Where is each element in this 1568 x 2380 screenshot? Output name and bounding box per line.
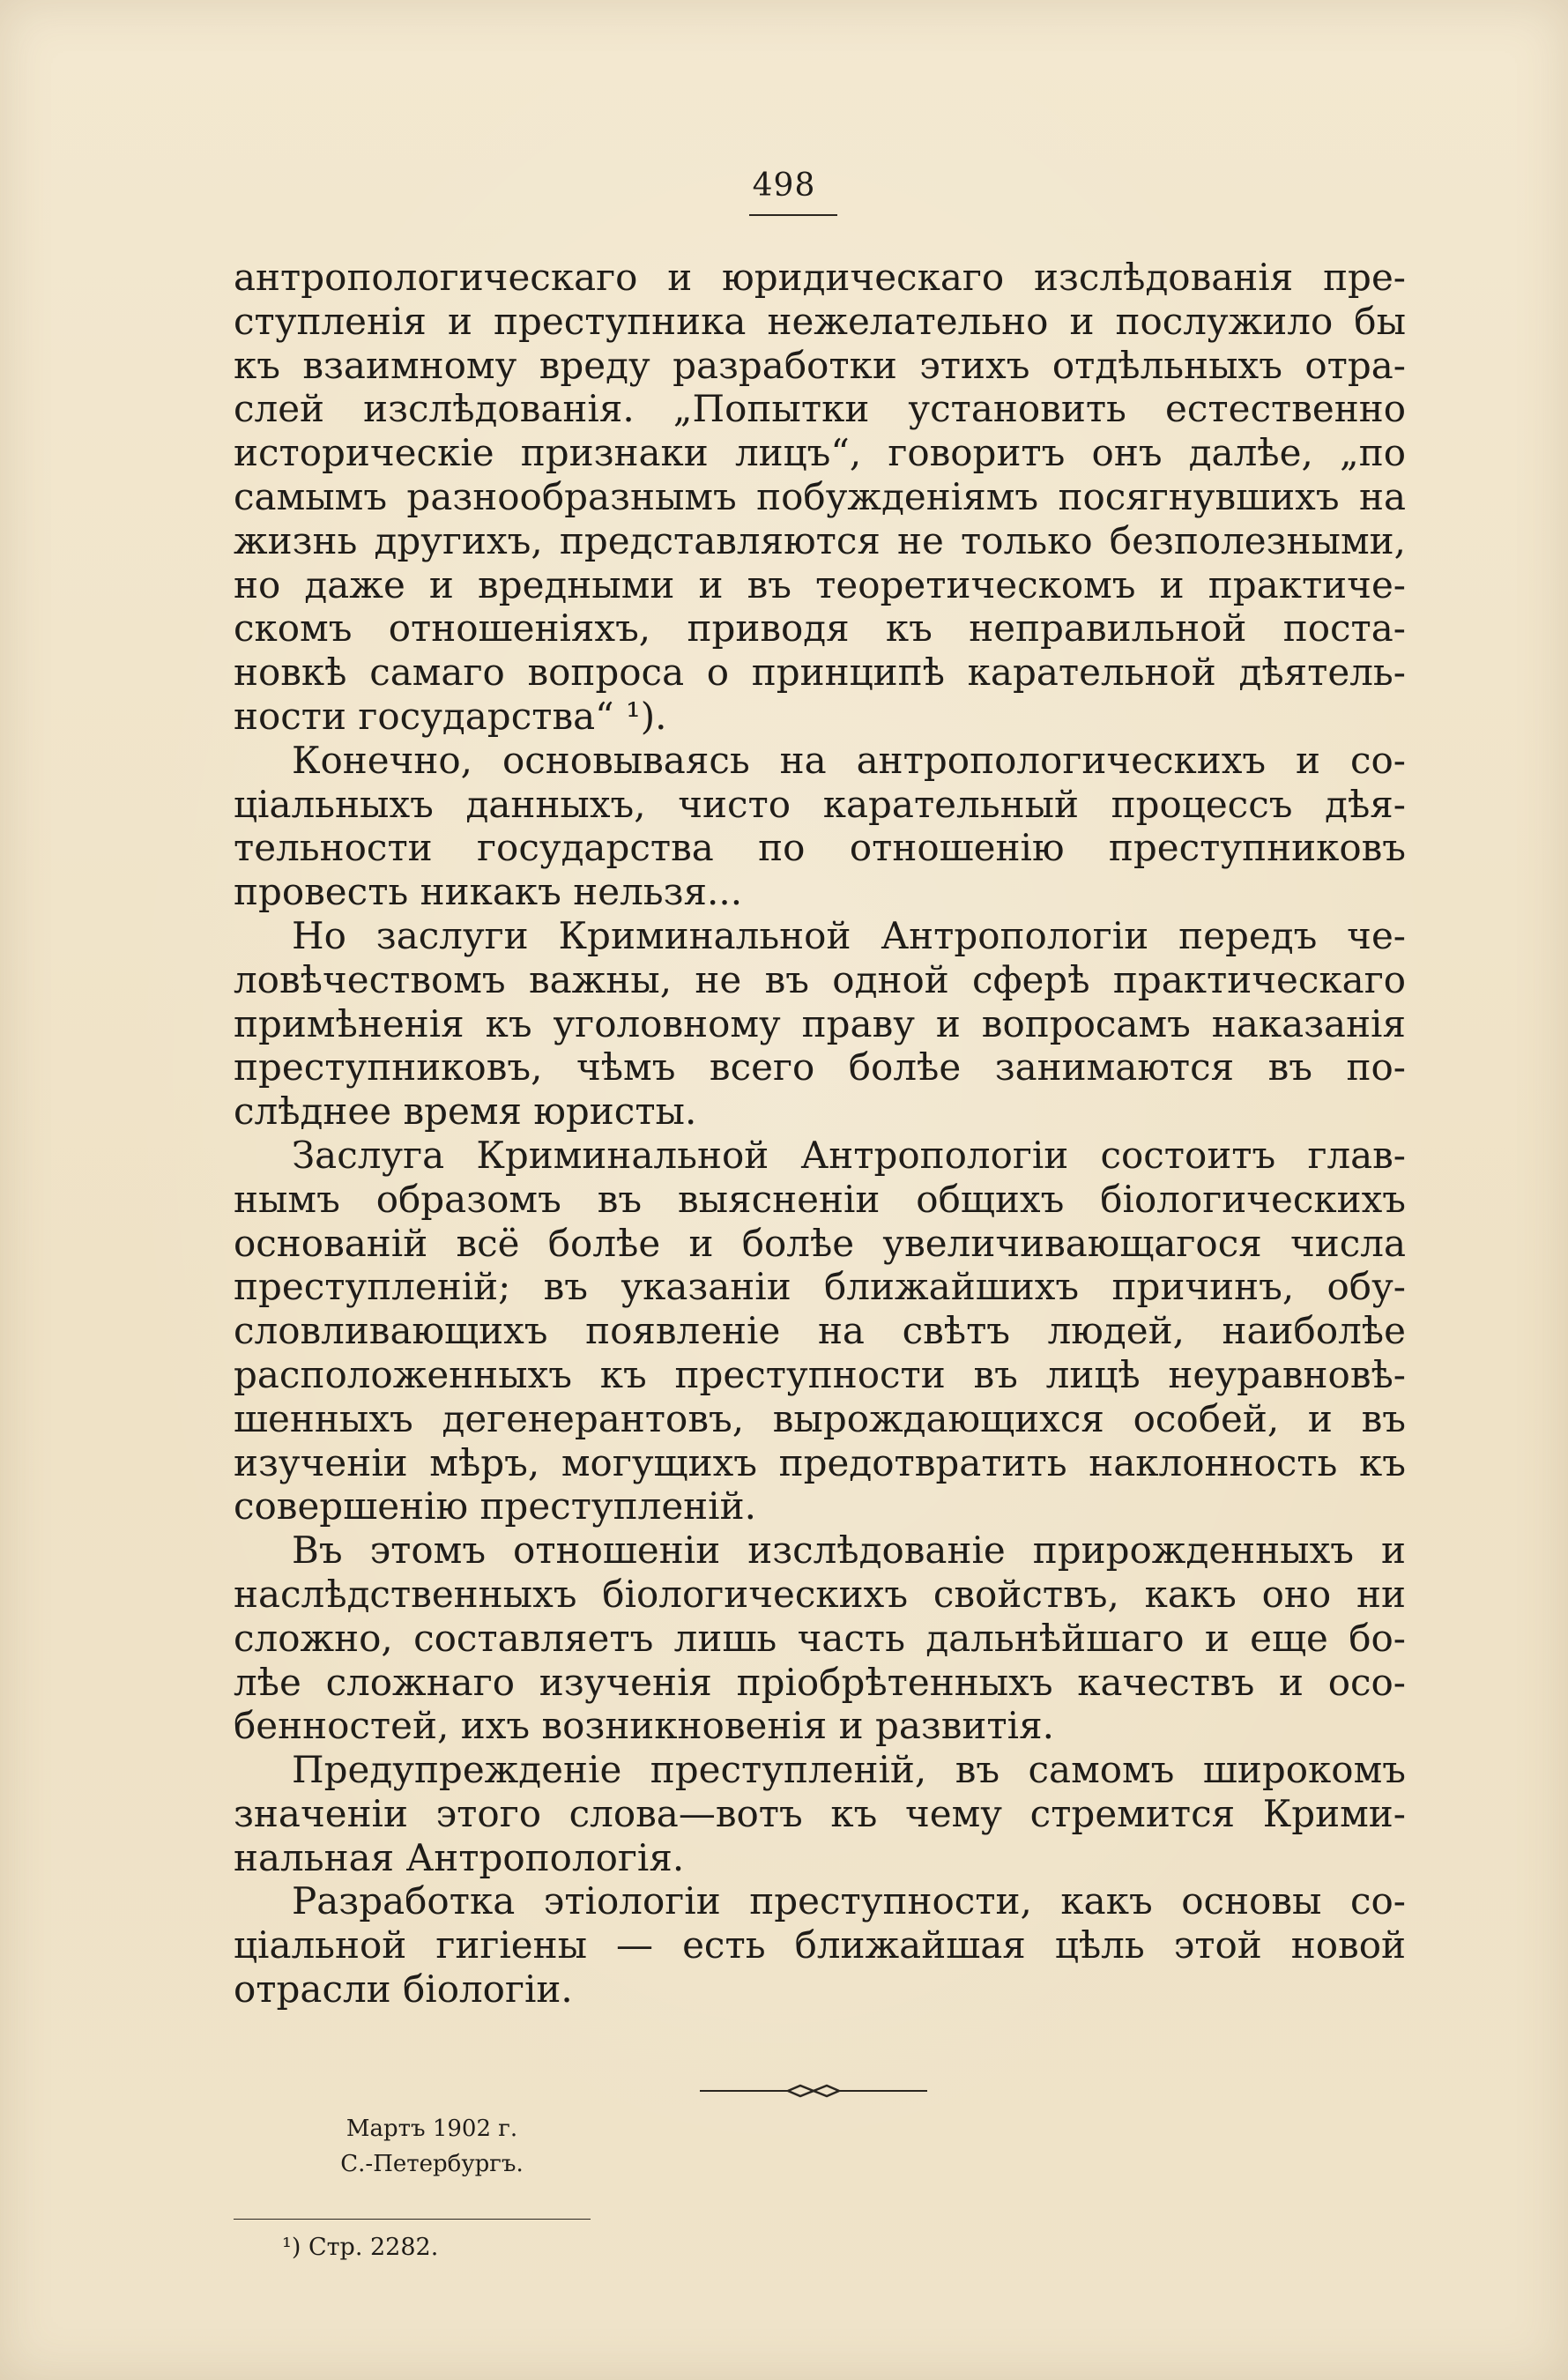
dateline-place: С.-Петербургъ. bbox=[340, 2151, 524, 2177]
dateline-date: Мартъ 1902 г. bbox=[346, 2116, 518, 2142]
section-end-ornament bbox=[700, 2080, 927, 2101]
paragraph-first-line: Но заслуги Криминальной Антропологіи передъ че- bbox=[292, 913, 1406, 957]
text-line: слѣднее время юристы. bbox=[234, 1090, 697, 1134]
text-line: лѣе сложнаго изученія пріобрѣтенныхъ качествъ и осо- bbox=[234, 1660, 1406, 1704]
text-line: скомъ отношеніяхъ, приводя къ неправильной поста- bbox=[234, 606, 1406, 651]
text-line: историческіе признаки лицъ“, говоритъ онъ далѣе, „по bbox=[234, 431, 1406, 475]
text-line: антропологическаго и юридическаго изслѣдованія пре- bbox=[234, 256, 1406, 299]
text-line: отрасли біологіи. bbox=[234, 1967, 573, 2012]
text-line: значеніи этого слова—вотъ къ чему стремится Крими- bbox=[234, 1791, 1406, 1835]
text-line: расположенныхъ къ преступности въ лицѣ неуравновѣ- bbox=[234, 1352, 1406, 1396]
text-line: совершенію преступленій. bbox=[234, 1484, 756, 1528]
text-line: наслѣдственныхъ біологическихъ свойствъ, какъ оно ни bbox=[234, 1572, 1406, 1616]
text-line: шенныхъ дегенерантовъ, вырождающихся особей, и въ bbox=[234, 1396, 1406, 1440]
body-text bbox=[234, 256, 1406, 2012]
text-line: преступниковъ, чѣмъ всего болѣе занимаются въ по- bbox=[234, 1045, 1406, 1090]
text-line: слей изслѣдованія. „Попытки установить естественно bbox=[234, 387, 1406, 431]
text-line: ціальной гигіены — есть ближайшая цѣль этой новой bbox=[234, 1923, 1406, 1967]
dateline bbox=[282, 2111, 582, 2182]
page-number: 498 bbox=[752, 167, 816, 204]
text-line: къ взаимному вреду разработки этихъ отдѣльныхъ отра- bbox=[234, 343, 1406, 387]
text-line: примѣненія къ уголовному праву и вопросамъ наказанія bbox=[234, 1001, 1406, 1045]
text-line: сложно, составляетъ лишь часть дальнѣйшаго и еще бо- bbox=[234, 1616, 1406, 1660]
text-line: основаній всё болѣе и болѣе увеличивающагося числа bbox=[234, 1221, 1406, 1265]
paragraph-first-line: Предупрежденіе преступленій, въ самомъ широкомъ bbox=[292, 1748, 1406, 1792]
page-number-rule bbox=[749, 214, 837, 216]
text-line: новкѣ самаго вопроса о принципѣ карательной дѣятель- bbox=[234, 651, 1406, 695]
text-line: ціальныхъ данныхъ, чисто карательный процессъ дѣя- bbox=[234, 782, 1406, 826]
text-line: преступленій; въ указаніи ближайшихъ причинъ, обу- bbox=[234, 1265, 1406, 1309]
paragraph-first-line: Конечно, основываясь на антропологическихъ и со- bbox=[292, 738, 1406, 782]
text-line: самымъ разнообразнымъ побужденіямъ посягнувшихъ на bbox=[234, 474, 1406, 518]
text-line: нымъ образомъ въ выясненіи общихъ біологическихъ bbox=[234, 1177, 1406, 1221]
text-line: словливающихъ появленіе на свѣтъ людей, наиболѣе bbox=[234, 1309, 1406, 1353]
text-line: ности государства“ ¹). bbox=[234, 694, 667, 738]
text-line: бенностей, ихъ возникновенія и развитія. bbox=[234, 1704, 1054, 1748]
text-line: тельности государства по отношенію преступниковъ bbox=[234, 826, 1406, 870]
text-line: жизнь другихъ, представляются не только безполезными, bbox=[234, 518, 1406, 562]
text-line: ловѣчествомъ важны, не въ одной сферѣ практическаго bbox=[234, 957, 1406, 1001]
footnote: ¹) Стр. 2282. bbox=[282, 2234, 439, 2261]
footnote-rule bbox=[234, 2219, 591, 2220]
text-line: провесть никакъ нельзя... bbox=[234, 870, 743, 914]
text-line: но даже и вредными и въ теоретическомъ и практиче- bbox=[234, 562, 1406, 606]
text-line: изученіи мѣръ, могущихъ предотвратить наклонность къ bbox=[234, 1440, 1406, 1484]
paragraph-first-line: Разработка этіологіи преступности, какъ основы со- bbox=[292, 1879, 1406, 1923]
text-line: ступленія и преступника нежелательно и послужило бы bbox=[234, 299, 1406, 343]
paragraph-first-line: Заслуга Криминальной Антропологіи состоитъ глав- bbox=[292, 1133, 1406, 1177]
paragraph-first-line: Въ этомъ отношеніи изслѣдованіе прирожденныхъ и bbox=[292, 1528, 1406, 1573]
text-line: нальная Антропологія. bbox=[234, 1835, 685, 1879]
